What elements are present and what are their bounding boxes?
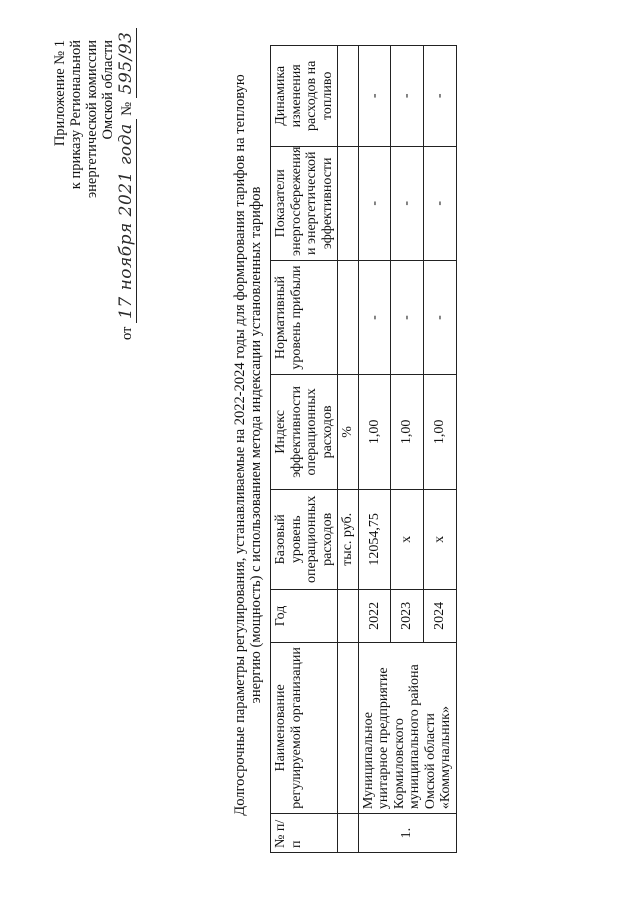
- unit-empty: [338, 260, 359, 374]
- number-prefix: №: [119, 101, 135, 116]
- base-cell: x: [391, 489, 424, 590]
- header-base: Базовый уровень операционных расходов: [271, 489, 338, 590]
- row-number: 1.: [358, 814, 456, 853]
- document-title: Долгосрочные параметры регулирования, устанавливаемые на 2022-2024 годы для формирования тарифов на тепловую энергию (мощность) с использованием метода индексации установленных тарифов: [232, 74, 264, 816]
- header-fuel: Динамика изменения расходов на топливо: [271, 46, 338, 147]
- index-cell: 1,00: [358, 375, 391, 489]
- energy-cell: -: [391, 146, 424, 260]
- fuel-cell: -: [423, 46, 456, 147]
- unit-empty: [338, 642, 359, 813]
- header-profit: Нормативный уровень прибыли: [271, 260, 338, 374]
- profit-cell: -: [358, 260, 391, 374]
- order-date-number: [116, 31, 136, 340]
- energy-cell: -: [423, 146, 456, 260]
- profit-cell: -: [391, 260, 424, 374]
- handwritten-date: 17 ноября 2021 года: [116, 119, 137, 323]
- organization-name: Муниципальное унитарное предприятие Кормиловского муниципального района Омской области «Коммунальник»: [358, 642, 456, 813]
- fuel-cell: -: [391, 46, 424, 147]
- appendix-line-1: Приложение № 1: [52, 40, 68, 147]
- appendix-line-2: к приказу Региональной: [68, 40, 84, 190]
- unit-base: тыс. руб.: [338, 489, 359, 590]
- appendix-block: [52, 31, 136, 340]
- year-cell: 2022: [358, 590, 391, 643]
- handwritten-number: 595/93: [116, 28, 137, 99]
- profit-cell: -: [423, 260, 456, 374]
- index-cell: 1,00: [423, 375, 456, 489]
- appendix-line-3: энергетической комиссии: [84, 40, 100, 199]
- header-org: Наименование регулируемой организации: [271, 642, 338, 813]
- table-row: [358, 46, 391, 853]
- header-num: № п/ п: [271, 814, 338, 853]
- unit-empty: [338, 814, 359, 853]
- unit-empty: [338, 590, 359, 643]
- index-cell: 1,00: [391, 375, 424, 489]
- unit-index: %: [338, 375, 359, 489]
- energy-cell: -: [358, 146, 391, 260]
- year-cell: 2023: [391, 590, 424, 643]
- parameters-table: [270, 45, 457, 853]
- header-energy: Показатели энергосбережения и энергетической эффективности: [271, 146, 338, 260]
- from-prefix: от: [119, 326, 135, 340]
- unit-empty: [338, 46, 359, 147]
- appendix-line-4: Омской области: [100, 40, 116, 140]
- fuel-cell: -: [358, 46, 391, 147]
- base-cell: 12054,75: [358, 489, 391, 590]
- base-cell: x: [423, 489, 456, 590]
- unit-empty: [338, 146, 359, 260]
- year-cell: 2024: [423, 590, 456, 643]
- table-units-row: [338, 46, 359, 853]
- header-year: Год: [271, 590, 338, 643]
- table-header-row: [271, 46, 338, 853]
- header-index: Индекс эффективности операционных расходов: [271, 375, 338, 489]
